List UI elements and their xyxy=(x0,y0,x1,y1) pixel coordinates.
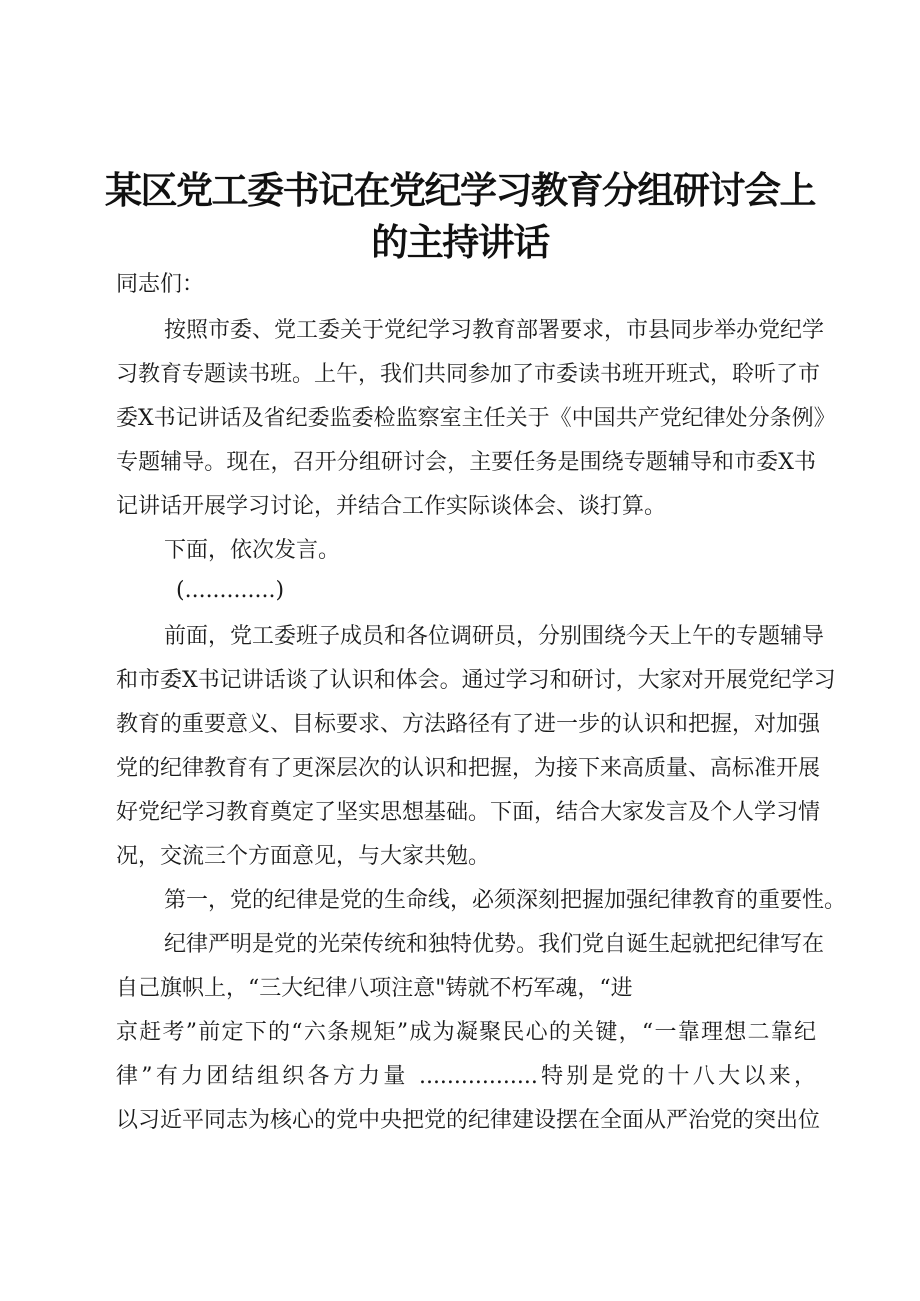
paragraph-line: 自己旗帜上，“三大纪律八项注意"铸就不朽军魂，“进 xyxy=(116,976,633,1001)
document-title-line-1: 某区党工委书记在党纪学习教育分组研讨会上 xyxy=(105,169,815,212)
paragraph-line: 况，交流三个方面意见，与大家共勉。 xyxy=(116,844,491,869)
salutation: 同志们： xyxy=(116,272,205,297)
paragraph-line: 和市委X书记讲话谈了认识和体会。通过学习和研讨，大家对开展党纪学习 xyxy=(116,668,836,693)
paragraph-line: 按照市委、党工委关于党纪学习教育部署要求，市县同步举办党纪学 xyxy=(164,318,825,343)
paragraph-line: 好党纪学习教育奠定了坚实思想基础。下面，结合大家发言及个人学习情 xyxy=(116,800,821,825)
paragraph-line: 纪律严明是党的光荣传统和独特优势。我们党自诞生起就把纪律写在 xyxy=(164,932,825,957)
paragraph-line: 京赶考”前定下的“六条规矩”成为凝聚民心的关键，“一靠理想二靠纪 xyxy=(116,1020,816,1045)
paragraph-line: 下面，依次发言。 xyxy=(164,538,341,563)
paragraph-line: 律”有力团结组织各方力量 .................特别是党的十八大以来， xyxy=(116,1064,816,1089)
document-title-line-2: 的主持讲话 xyxy=(371,221,549,264)
paragraph-line: 记讲话开展学习讨论，并结合工作实际谈体会、谈打算。 xyxy=(116,494,667,519)
paragraph-line: 教育的重要意义、目标要求、方法路径有了进一步的认识和把握，对加强 xyxy=(116,712,821,737)
paragraph-line: 党的纪律教育有了更深层次的认识和把握，为接下来高质量、高标准开展 xyxy=(116,756,821,781)
paragraph-line: 委X书记讲话及省纪委监委检监察室主任关于《中国共产党纪律处分条例》 xyxy=(116,406,836,431)
paragraph-line: 习教育专题读书班。上午，我们共同参加了市委读书班开班式，聆听了市 xyxy=(116,362,821,387)
paragraph-line: 以习近平同志为核心的党中央把党的纪律建设摆在全面从严治党的突出位 xyxy=(116,1108,821,1133)
paragraph-line: 专题辅导。现在，召开分组研讨会，主要任务是围绕专题辅导和市委X书 xyxy=(116,450,816,475)
section-heading: 第一，党的纪律是党的生命线，必须深刻把握加强纪律教育的重要性。 xyxy=(164,888,847,913)
paragraph-line: 前面，党工委班子成员和各位调研员，分别围绕今天上午的专题辅导 xyxy=(164,624,825,649)
ellipsis-note: (.............) xyxy=(176,578,285,603)
